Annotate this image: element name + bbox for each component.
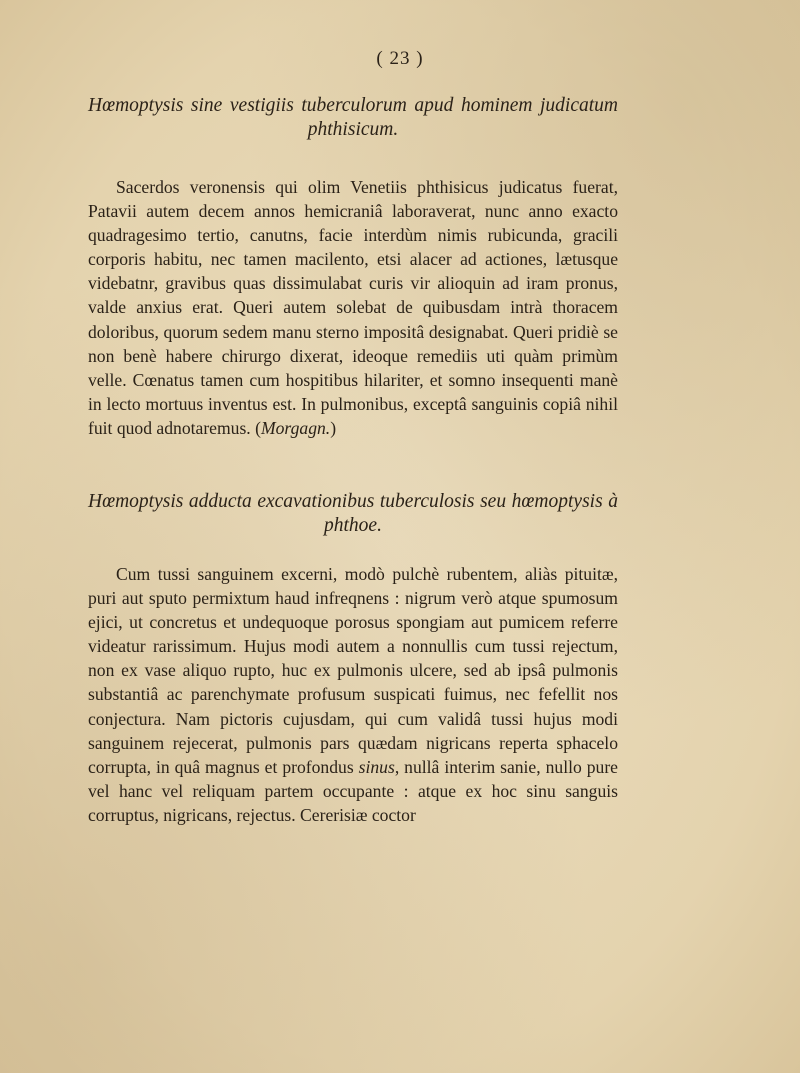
paragraph-text: Sacerdos veronensis qui olim Venetiis phthisicus judicatus fuerat, Patavii autem decem annos hemicraniâ laboraverat, nunc anno exacto quadragesimo tertio, canutns, facie interdùm nimis rubicunda, gracili corporis habitu, nec tamen macilento, etsi alacer ad actiones, lætusque videbatnr, gravibus quas dissimulabat curis vir alioquin ad iram pronus, valde anxius erat. Queri autem solebat de quibusdam intrà thoracem doloribus, quorum sedem manu sterno impositâ designabat. Queri pridiè se non benè habere chirurgo dixerat, ideoque remediis uti quàm primùm velle. Cœnatus tamen cum hospitibus hilariter, et somno insequenti manè in lecto mortuus inventus est. In pulmonibus, exceptâ sanguinis copiâ nihil fuit quod adnotaremus. ( [88,177,618,438]
section-body-veronese-priest [88,175,618,440]
section-body-cough-blood [88,562,618,827]
citation-morgagni: Morgagn. [260,417,331,438]
paragraph-text-continued: , nullâ interim sanie, nullo pure vel hanc vel reliquam partem occupante : atque ex hoc sinu sanguis corruptus, nigricans, rejectus. Cererisiæ coctor [88,756,618,825]
emphasized-word: sinus [358,756,395,777]
paragraph-text: Cum tussi sanguinem excerni, modò pulchè rubentem, aliàs pituitæ, puri aut sputo permixtum haud infreqnens : nigrum verò atque spumosum ejici, ut concretus et undequoque porosus spongiam aut pumicem referre videatur rarissimum. Hujus modi autem a nonnullis cum tussi rejectum, non ex vase aliquo rupto, huc ex pulmonis ulcere, sed ab ipsâ pulmonis substantiâ ac parenchymate profusum suspicati fuimus, nec fefellit nos conjectura. Nam pictoris cujusdam, qui cum validâ tussi hujus modi sanguinem rejecerat, pulmonis pars quædam nigricans reperta sphacelo corrupta, in quâ magnus et profondus [88,564,618,777]
paragraph [88,562,618,827]
section-heading-haemoptysis-tuberculous-excavations: Hœmoptysis adducta excavationibus tuberculosis seu hœmoptysis à phthoe. [88,491,618,536]
page-number: ( 23 ) [376,48,424,69]
section-heading-haemoptysis-without-tubercles: Hœmoptysis sine vestigiis tuberculorum apud hominem judicatum phthisicum. [88,95,618,140]
paragraph [88,175,618,440]
paragraph-closing: ) [330,417,337,438]
